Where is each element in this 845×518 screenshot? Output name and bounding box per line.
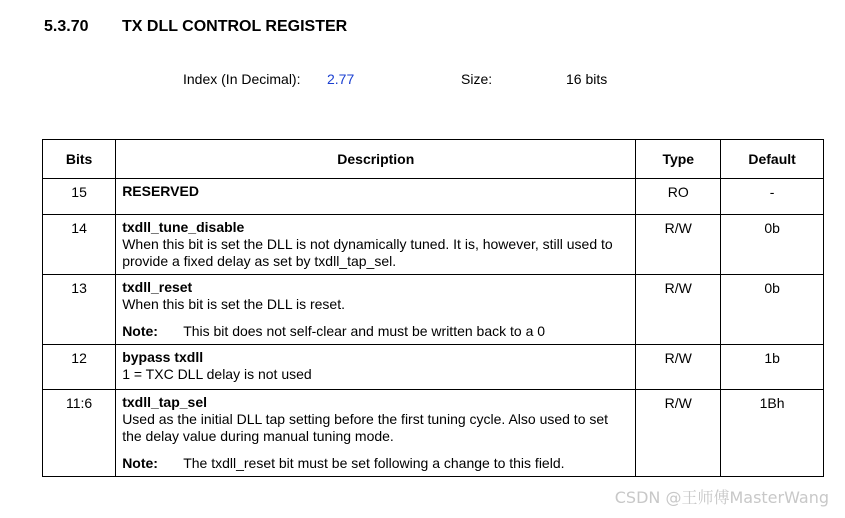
section-number: 5.3.70 — [44, 18, 89, 35]
description-cell — [116, 215, 636, 275]
field-description: When this bit is set the DLL is not dynamically tuned. It is, however, still used to provide a fixed delay as set by txdll_tap_sel. — [122, 236, 613, 269]
field-note — [122, 323, 629, 340]
bits-cell: 15 — [43, 179, 116, 215]
description-cell — [116, 390, 636, 477]
type-cell: R/W — [636, 215, 721, 275]
table-row — [43, 215, 824, 275]
field-name: txdll_tap_sel — [122, 394, 208, 410]
register-table — [42, 139, 824, 477]
header-bits: Bits — [43, 140, 116, 179]
type-cell: RO — [636, 179, 721, 215]
field-name: txdll_tune_disable — [122, 219, 245, 235]
description-cell — [116, 275, 636, 345]
description-cell — [116, 179, 636, 215]
default-cell: - — [721, 179, 824, 215]
type-cell: R/W — [636, 390, 721, 477]
note-label: Note: — [122, 455, 158, 471]
note-text: This bit does not self-clear and must be written back to a 0 — [183, 323, 546, 339]
default-cell: 1b — [721, 345, 824, 390]
bits-cell: 11:6 — [43, 390, 116, 477]
field-description: 1 = TXC DLL delay is not used — [122, 366, 312, 382]
field-description: When this bit is set the DLL is reset. — [122, 296, 345, 312]
type-cell: R/W — [636, 345, 721, 390]
index-value: 2.77 — [327, 71, 355, 87]
watermark: CSDN @王师傅MasterWang — [614, 488, 829, 507]
default-cell: 1Bh — [721, 390, 824, 477]
header-description: Description — [116, 140, 636, 179]
note-label: Note: — [122, 323, 158, 339]
bits-cell: 14 — [43, 215, 116, 275]
field-description: Used as the initial DLL tap setting before the first tuning cycle. Also used to set the delay value during manual tuning mode. — [122, 411, 609, 444]
size-value: 16 bits — [566, 71, 608, 87]
header-row — [43, 140, 824, 179]
header-type: Type — [636, 140, 721, 179]
field-note — [122, 455, 629, 472]
field-name: bypass txdll — [122, 349, 204, 365]
default-cell: 0b — [721, 275, 824, 345]
size-label: Size: — [461, 71, 493, 87]
default-cell: 0b — [721, 215, 824, 275]
table-row — [43, 345, 824, 390]
description-cell — [116, 345, 636, 390]
field-name: txdll_reset — [122, 279, 193, 295]
bits-cell: 13 — [43, 275, 116, 345]
header-default: Default — [721, 140, 824, 179]
field-name: RESERVED — [122, 183, 199, 199]
bits-cell: 12 — [43, 345, 116, 390]
type-cell: R/W — [636, 275, 721, 345]
table-row — [43, 390, 824, 477]
note-text: The txdll_reset bit must be set following a change to this field. — [183, 455, 565, 471]
index-label: Index (In Decimal): — [183, 71, 301, 87]
table-row — [43, 179, 824, 215]
table-row — [43, 275, 824, 345]
section-title: TX DLL CONTROL REGISTER — [122, 18, 348, 35]
